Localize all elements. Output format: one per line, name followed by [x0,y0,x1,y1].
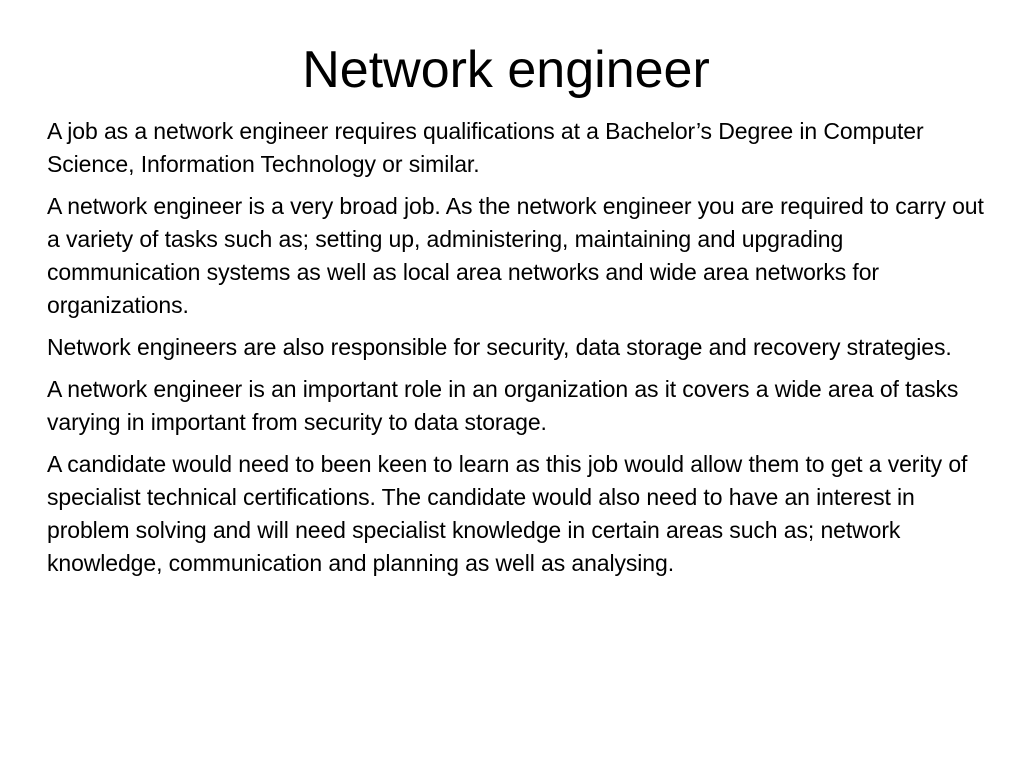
paragraph-responsibilities: Network engineers are also responsible for security, data storage and recovery strategies. [47,334,952,360]
paragraph-job-scope: A network engineer is a very broad job. As the network engineer you are required to carry out a variety of tasks such as; setting up, administering, maintaining and upgrading communication systems as well as local area networks and wide area networks for organizations. [47,193,984,318]
paragraph-importance: A network engineer is an important role in an organization as it covers a wide area of tasks varying in important from security to data storage. [47,376,959,435]
slide-title: Network engineer [302,41,710,99]
slide-body [47,115,992,589]
paragraph-qualifications: A job as a network engineer requires qualifications at a Bachelor’s Degree in Computer Science, Information Technology or similar. [47,118,924,177]
paragraph-candidate: A candidate would need to been keen to learn as this job would allow them to get a verity of specialist technical certifications. The candidate would also need to have an interest in problem solving and will need specialist knowledge in certain areas such as; network knowledge, communication and planning as well as analysing. [47,451,968,576]
